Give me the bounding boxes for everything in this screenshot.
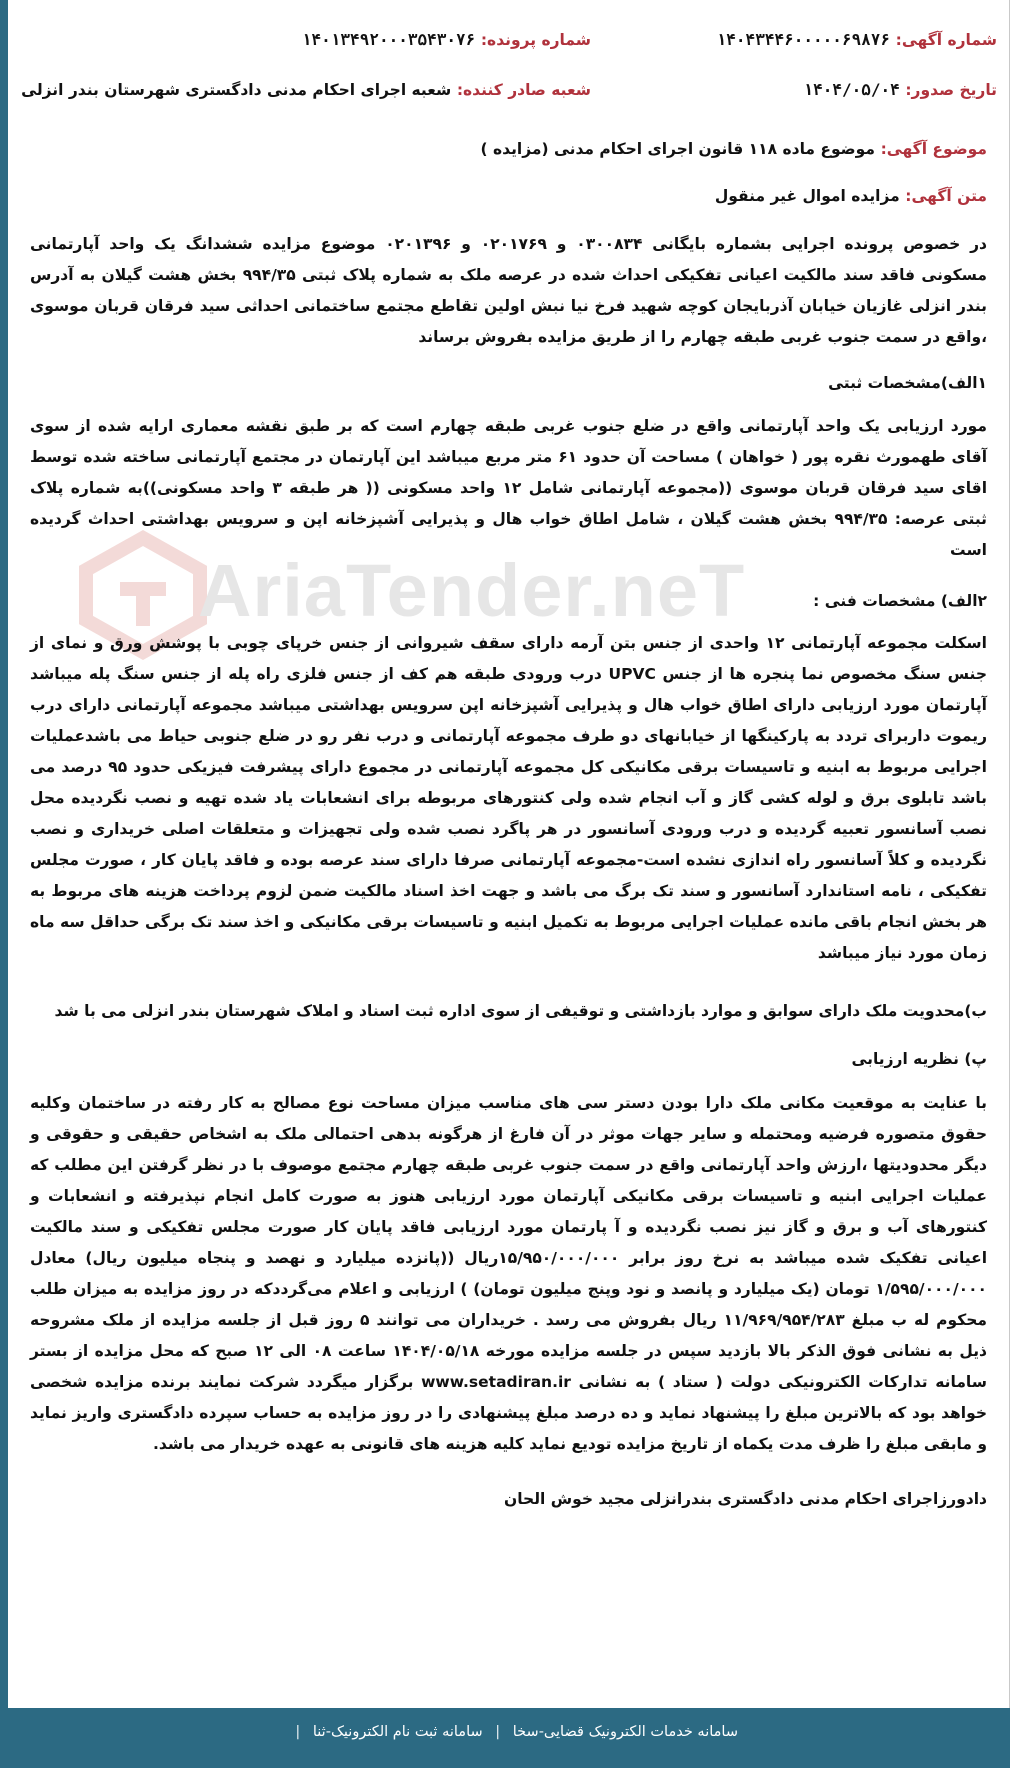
issue-date-label: تاریخ صدور: — [905, 81, 997, 99]
issuing-branch-row — [21, 80, 591, 99]
notice-text-row — [715, 186, 987, 205]
footer-links — [291, 1724, 742, 1740]
notice-text-title: مزایده اموال غیر منقول — [714, 187, 900, 205]
notice-number-label: شماره آگهی: — [895, 31, 997, 49]
technical-specs-paragraph: اسکلت مجموعه آپارتمانی ۱۲ واحدی از جنس بتن آرمه دارای سقف شیروانی از جنس خرپای چوبی با پوشش ورق و نمای از جنس سنگ مخصوص نما پنجره ها از جنس UPVC درب ورودی طبقه هم کف از جنس فلزی راه پله از جنس سنگ پله میباشد آپارتمان مورد ارزیابی دارای اطاق خواب هال و پذیرایی آشپزخانه اپن سرویس بهداشتی میباشد مجموعه آپارتمانی دارای درب ریموت داربرای تردد به پارکینگها از خیابانهای دو طرف مجموعه آپارتمانی و درب نفر رو در ضلع جنوبی حیاط می باشدعملیات اجرایی مربوط به ابنیه و تاسیسات برقی مکانیکی کل مجموعه آپارتمانی در مجموع دارای پیشرفت فیزیکی حدود ۹۵ درصد می باشد تابلوی برق و لوله کشی گاز و آب انجام شده ولی کنتورهای مربوطه برای انشعابات یاد شده تهیه و نصب نگردیده محل نصب آسانسور تعبیه گردیده و درب ورودی آسانسور در هر پاگرد نصب شده ولی تجهیزات و متعلقات اصلی خریداری و نصب نگردیده و کلاً آسانسور راه اندازی نشده است-مجموعه آپارتمانی صرفا دارای سند عرصه بوده و فاقد پایان کار ، صورت مجلس تفکیکی ، نامه استاندارد آسانسور و سند تک برگ می باشد و جهت اخذ اسناد مالکیت ضمن لزوم پرداخت هزینه های مربوط به هر بخش انجام باقی مانده عملیات اجرایی مربوط به تکمیل ابنیه و تاسیسات برقی مکانیکی و اخذ سند تک برگی حداقل سه ماه زمان مورد نیاز میباشد — [30, 634, 987, 962]
notice-subject-row — [481, 139, 987, 158]
property-restrictions-paragraph: ب)محدویت ملک دارای سوابق و موارد بازداشتی و توقیفی از سوی اداره ثبت اسناد و املاک شهرستان بندر انزلی می با شد — [54, 1002, 987, 1020]
issuing-branch-value: شعبه اجرای احکام مدنی دادگستری شهرستان بندر انزلی — [21, 81, 452, 99]
notice-text-label: متن آگهی: — [905, 187, 987, 205]
case-number-value: ۱۴۰۱۳۴۹۲۰۰۰۳۵۴۳۰۷۶ — [301, 30, 476, 49]
sana-registration-link[interactable]: سامانه ثبت نام الکترونیک-ثنا — [312, 1724, 483, 1740]
signature-line: دادورزاجرای احکام مدنی دادگستری بندرانزلی مجید خوش الحان — [503, 1490, 987, 1508]
issue-date-value: ۱۴۰۴/۰۵/۰۴ — [803, 80, 900, 99]
registration-specs-paragraph: مورد ارزیابی یک واحد آپارتمانی واقع در ضلع جنوب غربی طبقه چهارم است که بر طبق نقشه معماری ارایه شده از سوی آقای طهمورث نقره پور ( خواهان ) مساحت آن حدود ۶۱ متر مربع میباشد این آپارتمان در مجتمع آپارتمانی ساخته شده توسط اقای سید فرقان قربان موسوی ((مجموعه آپارتمانی شامل ۱۲ واحد مسکونی (( هر طبقه ۳ واحد مسکونی))به شماره پلاک ثبتی عرصه: ۹۹۴/۳۵ بخش هشت گیلان ، شامل اطاق خواب هال و پذیرایی آشپزخانه اپن و سرویس بهداشتی احداث گردیده است — [30, 417, 988, 559]
notice-content — [8, 0, 1010, 1708]
sakha-portal-link[interactable]: سامانه خدمات الکترونیک قضایی-سخا — [512, 1724, 738, 1740]
intro-paragraph: در خصوص پرونده اجرایی بشماره بایگانی ۰۳۰۰۸۳۴ و ۰۲۰۱۷۶۹ و ۰۲۰۱۳۹۶ موضوع مزایده ششدانگ یک واحد آپارتمانی مسکونی فاقد سند مالکیت اعیانی تفکیکی احداث شده در عرصه ملک به شماره پلاک ثبتی ۹۹۴/۳۵ بخش هشت گیلان به آدرس بندر انزلی غازیان خیابان آذربایجان کوچه شهید فرخ نیا نبش اولین تقاطع مجتمع ساختمانی احداثی سید فرقان قربان موسوی ،واقع در سمت جنوب غربی طبقه چهارم را از طریق مزایده بفروش برساند — [30, 235, 987, 346]
notice-number-value: ۱۴۰۴۳۴۴۶۰۰۰۰۰۶۹۸۷۶ — [716, 30, 891, 49]
appraisal-heading: پ) نظریه ارزیابی — [851, 1050, 987, 1068]
case-number-row — [302, 30, 591, 49]
case-number-label: شماره پرونده: — [480, 31, 591, 49]
issue-date-row — [803, 80, 997, 99]
technical-specs-heading: ۲الف) مشخصات فنی : — [813, 592, 987, 610]
notice-number-row — [717, 30, 997, 49]
appraisal-paragraph: با عنایت به موقعیت مکانی ملک دارا بودن دستر سی های مناسب میزان مساحت نوع مصالح به کار رفته در ساختمان وکلیه حقوق متصوره فرضیه ومحتمله و سایر جهات موثر در آن فارغ از هرگونه بدهی احتمالی ملک به اشخاص حقیقی و حقوقی و دیگر محدودیتها ،ارزش واحد آپارتمانی واقع در سمت جنوب غربی طبقه چهارم مجتمع موصوف با در نظر گرفتن این مطلب که عملیات اجرایی ابنیه و تاسیسات برقی مکانیکی آپارتمان مورد ارزیابی هنوز به صورت کامل انجام نپذیرفته و انشعابات و کنتورهای آب و برق و گاز نیز نصب نگردیده و آ پارتمان مورد ارزیابی فاقد پایان کار صورت مجلس تفکیکی و سند مالکیت اعیانی تفکیک شده میباشد به نرخ روز برابر ۱۵/۹۵۰/۰۰۰/۰۰۰ریال ((پانزده میلیارد و نهصد و پنجاه میلیون ریال) معادل ۱/۵۹۵/۰۰۰/۰۰۰ تومان (یک میلیارد و پانصد و نود وپنج میلیون تومان) ) ارزیابی و اعلام می‌گرددکه در روز مزایده به میزان طلب محکوم له ب مبلغ ۱۱/۹۶۹/۹۵۴/۲۸۳ ریال بفروش می رسد . خریداران می توانند ۵ روز قبل از جلسه مزایده از ملک مشروحه ذیل به نشانی فوق الذکر بالا بازدید سپس در جلسه مزایده مورخه ۱۴۰۴/۰۵/۱۸ ساعت ۰۸ الی ۱۲ صبح که محل مزایده از بستر سامانه تدارکات الکترونیکی دولت ( ستاد ) به نشانی www.setadiran.ir برگزار میگردد شرکت نمایند برنده مزایده شخصی خواهد بود که بالاترین مبلغ را پیشنهاد نماید و ده درصد مبلغ پیشنهادی را در روز مزایده به حساب سپرده دادگستری واریز نماید و مابقی مبلغ را ظرف مدت یکماه از تاریخ مزایده تودیع نماید کلیه هزینه های قانونی به عهده خریدار می باشد. — [30, 1094, 988, 1453]
footer-bar — [0, 1708, 1010, 1768]
notice-subject-value: موضوع ماده ۱۱۸ قانون اجرای احکام مدنی (مزایده ) — [480, 140, 875, 158]
issuing-branch-label: شعبه صادر کننده: — [456, 81, 591, 99]
left-border-strip — [0, 0, 8, 1708]
registration-specs-heading: ۱الف)مشخصات ثبتی — [828, 374, 987, 392]
footer-separator-end: | — [295, 1724, 301, 1740]
notice-subject-label: موضوع آگهی: — [880, 140, 987, 158]
watermark-text: AriaTender.neT — [198, 549, 746, 632]
footer-separator: | — [495, 1724, 501, 1740]
